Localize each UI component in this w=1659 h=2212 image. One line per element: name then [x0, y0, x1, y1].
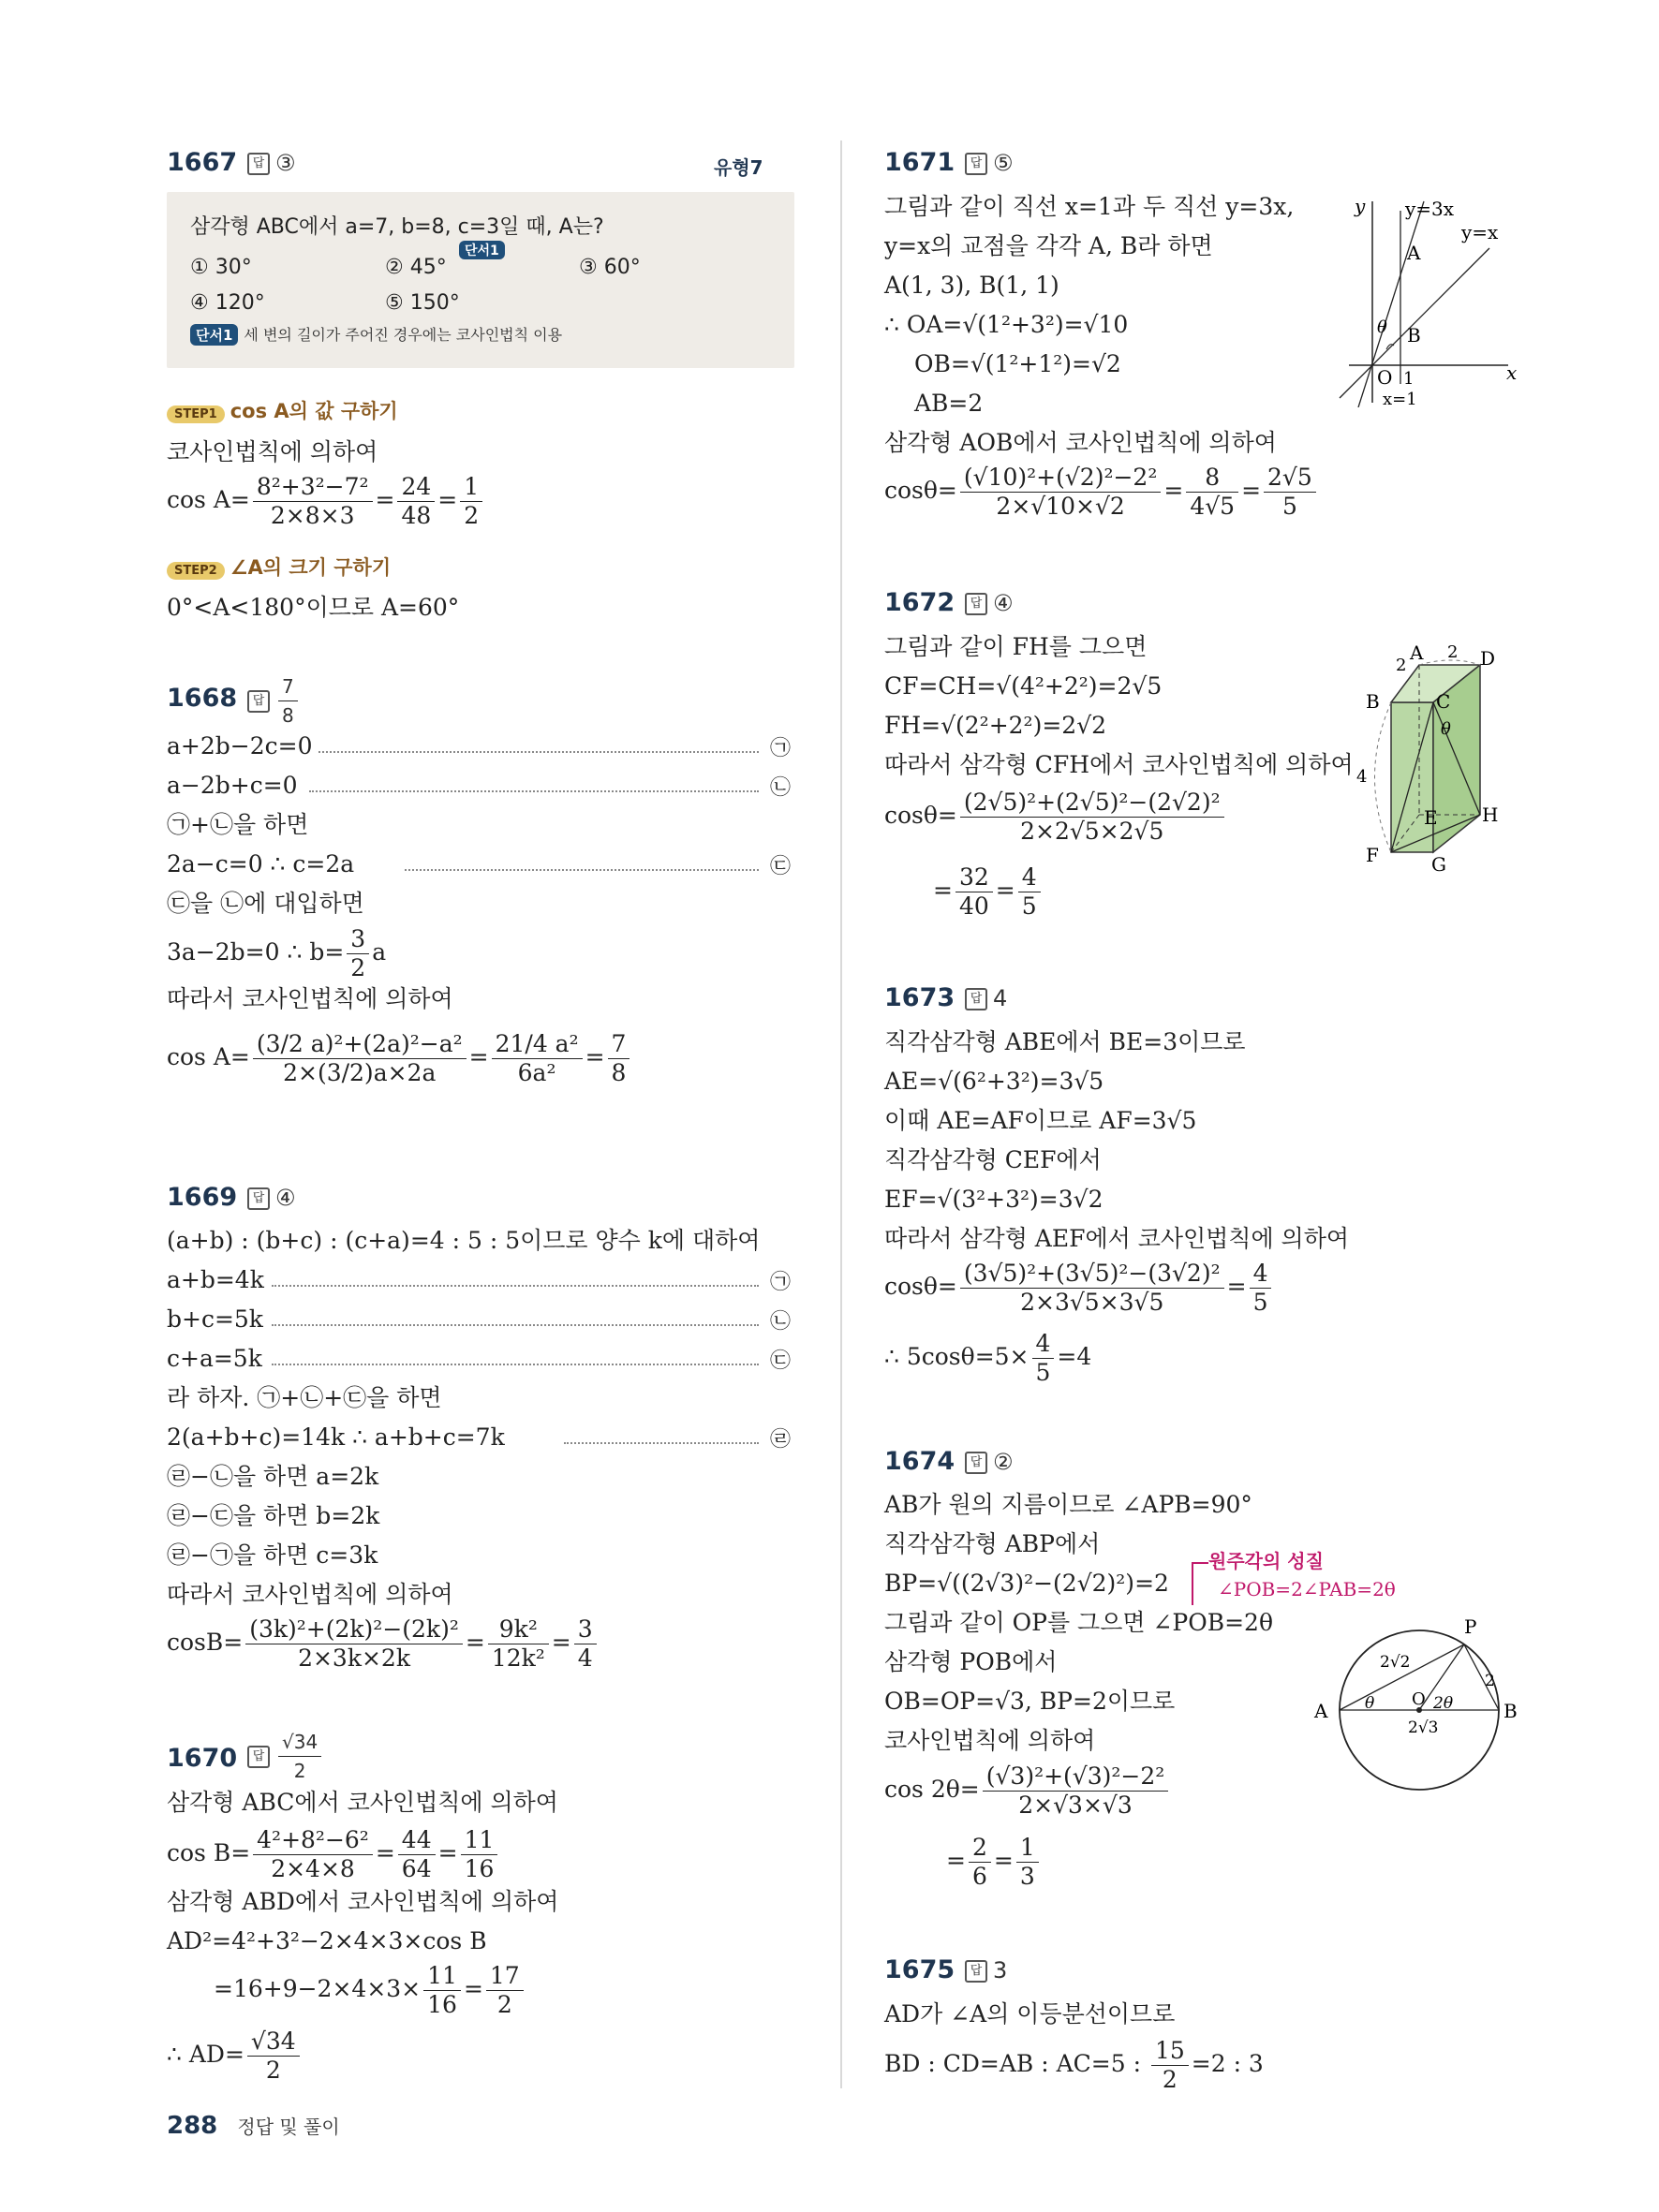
- graph-figure: [1321, 192, 1527, 407]
- problem-number: 1673: [884, 983, 955, 1012]
- text-line: AD²=4²+3²−2×4×3×cos B: [167, 1927, 487, 1954]
- vertex-C: C: [1436, 690, 1451, 713]
- answer: 답 ③: [247, 150, 296, 176]
- formula: ∴ AD= $\frac{√34}{2}$: [167, 2028, 303, 2085]
- text-line: BP=√((2√3)²−(2√2)²)=2: [884, 1570, 1169, 1597]
- point-P: P: [1464, 1615, 1477, 1638]
- leader-dots: [309, 790, 759, 792]
- problem-number: 1675: [884, 1955, 955, 1984]
- problem-number: 1672: [884, 588, 955, 617]
- answer: 답 3: [965, 1957, 1007, 1983]
- label-3x: y=3x: [1405, 198, 1455, 220]
- center-O: O: [1412, 1689, 1426, 1709]
- choice-1: ① 30°: [190, 256, 252, 279]
- point-A: A: [1314, 1700, 1328, 1722]
- text-line: AB=2: [914, 390, 984, 417]
- equation: a−2b+c=0: [167, 772, 298, 799]
- problem-number: 1670: [167, 1744, 238, 1773]
- equation: a+2b−2c=0: [167, 732, 313, 759]
- leader-dots: [318, 751, 759, 753]
- edge-2a: 2: [1396, 656, 1407, 675]
- formula: ∴ 5cosθ=5× $\frac{4}{5}$ =4: [884, 1330, 1092, 1386]
- point-B: B: [1407, 324, 1421, 347]
- vertex-H: H: [1482, 804, 1499, 826]
- problem-number: 1674: [884, 1447, 955, 1476]
- theta: θ: [1441, 719, 1451, 739]
- step-2: STEP2 ∠A의 크기 구하기: [167, 553, 391, 581]
- vertex-D: D: [1480, 647, 1496, 670]
- formula: cosB= $\frac{\text{(3k)²+(2k)²−(2k)²}}{2\times 3k\times 2k}$ = $\frac{\text{9k²}}{\text{12k²}}$ = $\frac{3}{4}$: [167, 1615, 600, 1673]
- edge-4: 4: [1356, 767, 1368, 787]
- text-line: ㉣−㉠을 하면 c=3k: [167, 1541, 378, 1569]
- tick-1: 1: [1403, 369, 1415, 389]
- text-line: 직각삼각형 CEF에서: [884, 1146, 1102, 1173]
- text-line: 삼각형 AOB에서 코사인법칙에 의하여: [884, 429, 1277, 456]
- note-title: 원주각의 성질: [1208, 1550, 1324, 1572]
- formula: = $\frac{2}{6}$ = $\frac{1}{3}$: [946, 1834, 1042, 1891]
- type-tag: 유형7: [714, 156, 763, 179]
- text-line: AE=√(6²+3²)=3√5: [884, 1068, 1104, 1095]
- len-2r3: 2√3: [1408, 1718, 1439, 1737]
- text-line: 직각삼각형 ABP에서: [884, 1530, 1101, 1557]
- formula: cosθ= $\frac{\text{(√10)²+(√2)²−2²}}{2\times√10\times√2}$ = $\frac{8}{4√5}$ = $\frac{2√5}{5}$: [884, 464, 1319, 521]
- vertex-F: F: [1366, 844, 1379, 866]
- edge-2b: 2: [1447, 642, 1459, 662]
- text-line: FH=√(2²+2²)=2√2: [884, 712, 1107, 739]
- len-2r2: 2√2: [1380, 1653, 1411, 1672]
- problem-number: 1669: [167, 1183, 238, 1212]
- theta: θ: [1365, 1694, 1375, 1713]
- text-line: 그림과 같이 OP를 그으면 ∠POB=2θ: [884, 1609, 1273, 1636]
- problem-number: 1671: [884, 148, 955, 177]
- point-B: B: [1503, 1700, 1518, 1722]
- hint: 단서1 세 변의 길이가 주어진 경우에는 코사인법칙 이용: [190, 323, 562, 346]
- answer: 답 $\frac{7}{8}$: [247, 672, 301, 730]
- text-line: OB=OP=√3, BP=2이므로: [884, 1688, 1176, 1715]
- text-line: y=x의 교점을 각각 A, B라 하면: [884, 232, 1213, 259]
- text-line: ㉠+㉡을 하면: [167, 811, 309, 838]
- text-line: ㉢을 ㉡에 대입하면: [167, 890, 364, 917]
- text-line: 이때 AE=AF이므로 AF=3√5: [884, 1107, 1197, 1134]
- formula: =16+9−2×4×3× $\frac{11}{16}$ = $\frac{17}{2}$: [214, 1962, 526, 2019]
- text-line: 따라서 삼각형 CFH에서 코사인법칙에 의하여: [884, 751, 1354, 778]
- label-circle: ㉡: [770, 776, 792, 800]
- text-line: 따라서 코사인법칙에 의하여: [167, 985, 453, 1012]
- footer-title: 정답 및 풀이: [237, 2116, 340, 2138]
- vertex-A: A: [1410, 641, 1424, 664]
- formula: cos B= $\frac{\text{4²+8²−6²}}{2\times 4\times 8}$ = $\frac{44}{64}$ = $\frac{11}{16}$: [167, 1826, 500, 1883]
- leader-dots: [272, 1324, 759, 1326]
- label-circle: ㉡: [770, 1310, 792, 1334]
- text-line: AB가 원의 지름이므로 ∠APB=90°: [884, 1491, 1252, 1518]
- choice-2: ② 45°: [385, 256, 447, 279]
- formula: cos A= $\frac{\text{8²+3²−7²}}{2\times 8\times 3}$ = $\frac{24}{48}$ = $\frac{1}{2}$: [167, 473, 485, 530]
- y-label: y: [1355, 195, 1366, 217]
- formula: cosθ= $\frac{\text{(3√5)²+(3√5)²−(3√2)²}}{2\times 3√5\times 3√5}$ = $\frac{4}{5}$: [884, 1260, 1274, 1317]
- text-line: 삼각형 POB에서: [884, 1648, 1058, 1675]
- text-line: ㉣−㉢을 하면 b=2k: [167, 1502, 380, 1529]
- answer: 답 $\frac{√34}{2}$: [247, 1728, 324, 1785]
- text-line: (a+b) : (b+c) : (c+a)=4 : 5 : 5이므로 양수 k에 대하여: [167, 1227, 761, 1254]
- equation: b+c=5k: [167, 1305, 263, 1333]
- page-number: 288: [167, 2112, 218, 2140]
- vertex-E: E: [1424, 806, 1438, 829]
- label-circle: ㉠: [770, 1271, 792, 1294]
- vertex-G: G: [1431, 853, 1446, 876]
- text-line: 따라서 코사인법칙에 의하여: [167, 1581, 453, 1608]
- choice-5: ⑤ 150°: [385, 291, 460, 315]
- leader-dots: [272, 1364, 759, 1365]
- problem-number: 1668: [167, 684, 238, 713]
- text-line: AD가 ∠A의 이등분선이므로: [884, 2000, 1176, 2028]
- text-line: 삼각형 ABD에서 코사인법칙에 의하여: [167, 1888, 559, 1915]
- label-circle: ㉣: [770, 1428, 792, 1452]
- leader-dots: [405, 869, 759, 871]
- formula: BD : CD=AB : AC=5 : $\frac{15}{2}$ =2 : 3: [884, 2037, 1264, 2093]
- formula: cos A= $\frac{\text{(3/2 a)²+(2a)²−a²}}{2\times(3/2)a\times 2a}$ = $\frac{\text{21/4 a²}}{\text{6a²}}$ = $\frac{7}{8}$: [167, 1030, 632, 1087]
- equation: c+a=5k: [167, 1345, 262, 1372]
- text-line: ∴ OA=√(1²+3²)=√10: [884, 311, 1129, 338]
- vertex-B: B: [1366, 690, 1380, 713]
- text-line: 라 하자. ㉠+㉡+㉢을 하면: [167, 1384, 442, 1411]
- note-bracket: [1192, 1562, 1208, 1605]
- theta: θ: [1377, 317, 1387, 337]
- choice-4: ④ 120°: [190, 291, 265, 315]
- clue-tag: 단서1: [459, 241, 505, 259]
- line-x: [1340, 248, 1489, 398]
- len-2: 2: [1485, 1672, 1495, 1690]
- answer: 답 ④: [247, 1185, 296, 1211]
- text-line: 코사인법칙에 의하여: [884, 1727, 1096, 1754]
- origin-O: O: [1377, 366, 1393, 389]
- text-line: 코사인법칙에 의하여: [167, 438, 378, 465]
- question-box: [167, 192, 794, 368]
- leader-dots: [564, 1442, 759, 1444]
- point-A: A: [1407, 242, 1421, 264]
- text-line: 0°<A<180°이므로 A=60°: [167, 594, 460, 621]
- equation: 2(a+b+c)=14k ∴ a+b+c=7k: [167, 1423, 505, 1451]
- formula: = $\frac{32}{40}$ = $\frac{4}{5}$: [933, 863, 1044, 921]
- choice-3: ③ 60°: [579, 256, 641, 279]
- label-circle: ㉢: [770, 855, 792, 878]
- step-1: STEP1 cos A의 값 구하기: [167, 396, 398, 424]
- leader-dots: [272, 1285, 759, 1287]
- label-x: y=x: [1461, 221, 1499, 243]
- equation: 3a−2b=0 ∴ b= $\frac{3}{2}$ a: [167, 925, 387, 981]
- answer: 답 ④: [965, 590, 1014, 616]
- text-line: 따라서 삼각형 AEF에서 코사인법칙에 의하여: [884, 1225, 1349, 1252]
- x-label: x: [1506, 361, 1518, 384]
- formula: cosθ= $\frac{\text{(2√5)²+(2√5)²−(2√2)²}}{2\times 2√5\times 2√5}$: [884, 789, 1227, 846]
- circle-figure: [1307, 1611, 1532, 1798]
- answer: 답 4: [965, 985, 1007, 1011]
- text-line: ㉣−㉡을 하면 a=2k: [167, 1463, 379, 1490]
- label-circle: ㉢: [770, 1349, 792, 1373]
- label-x1: x=1: [1383, 390, 1417, 407]
- problem-number: 1667: [167, 148, 238, 177]
- text-line: OB=√(1²+1²)=√2: [914, 350, 1121, 377]
- column-divider: [840, 140, 842, 2088]
- note-body: ∠POB=2∠PAB=2θ: [1218, 1578, 1396, 1600]
- answer: 답 ②: [965, 1449, 1014, 1475]
- question-text: 삼각형 ABC에서 a=7, b=8, c=3일 때, A는?: [190, 215, 604, 239]
- answer: 답 ⑤: [965, 150, 1014, 176]
- text-line: 그림과 같이 직선 x=1과 두 직선 y=3x,: [884, 193, 1295, 220]
- text-line: 삼각형 ABC에서 코사인법칙에 의하여: [167, 1789, 558, 1816]
- text-line: CF=CH=√(4²+2²)=2√5: [884, 672, 1163, 700]
- formula: cos 2θ= $\frac{\text{(√3)²+(√3)²−2²}}{2\times√3\times√3}$: [884, 1762, 1171, 1820]
- two-theta: 2θ: [1433, 1694, 1454, 1713]
- equation: a+b=4k: [167, 1266, 264, 1293]
- text-line: EF=√(3²+3²)=3√2: [884, 1186, 1104, 1213]
- text-line: 그림과 같이 FH를 그으면: [884, 633, 1148, 660]
- text-line: 직각삼각형 ABE에서 BE=3이므로: [884, 1028, 1246, 1055]
- label-circle: ㉠: [770, 737, 792, 760]
- equation: 2a−c=0 ∴ c=2a: [167, 850, 355, 877]
- page-footer: [167, 2112, 340, 2140]
- text-line: A(1, 3), B(1, 1): [884, 272, 1059, 299]
- cuboid-figure: [1340, 637, 1527, 885]
